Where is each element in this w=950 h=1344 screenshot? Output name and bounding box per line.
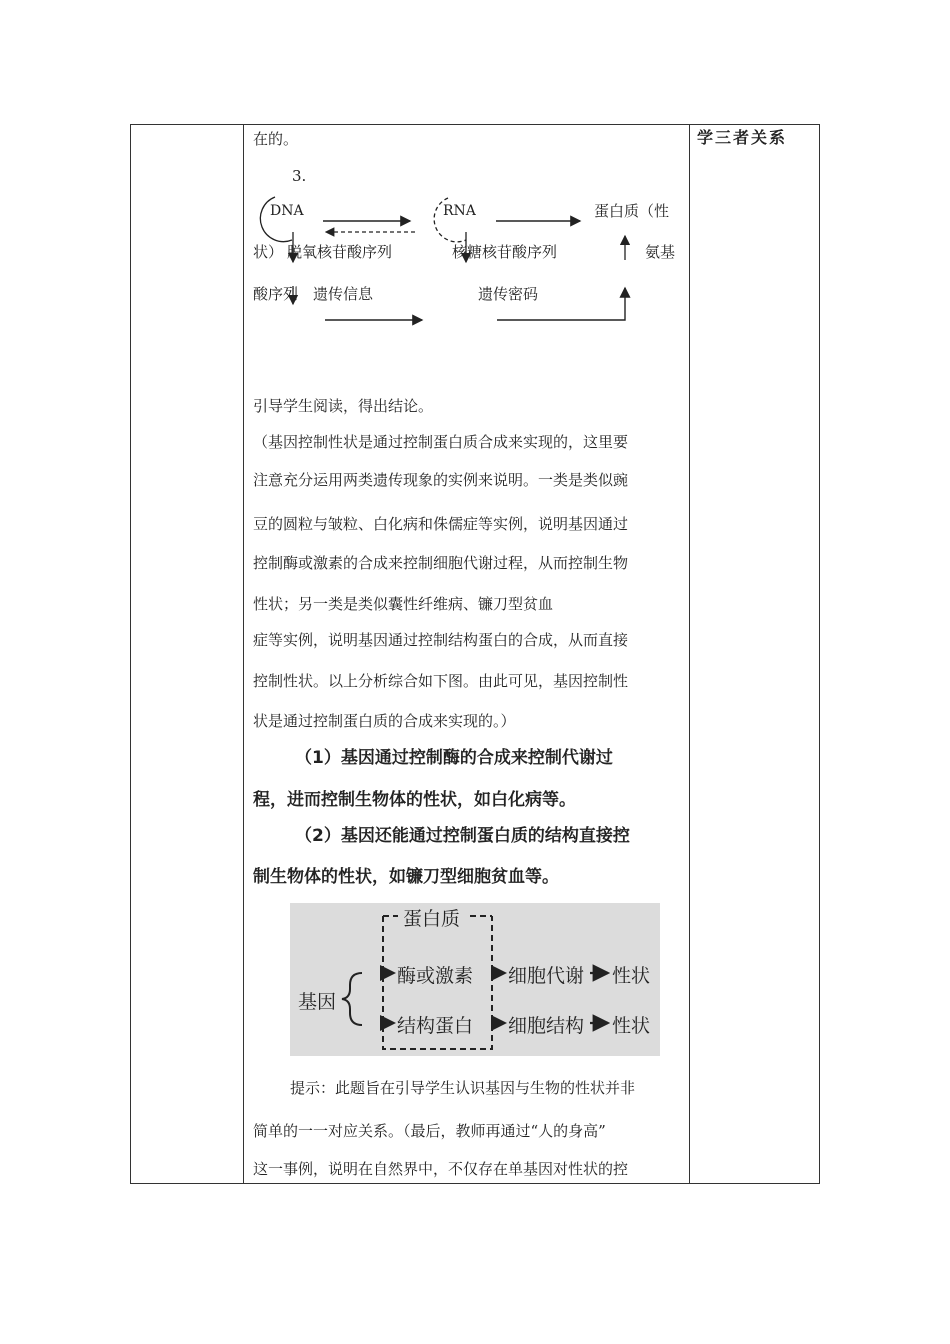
bold-point-2-cont: 制生物体的性状，如镰刀型细胞贫血等。 (253, 867, 559, 887)
genetic-code-label: 遗传密码 (478, 285, 539, 303)
ribo-seq-label: 核糖核苷酸序列 (452, 243, 558, 261)
text-line-zaide: 在的。 (253, 130, 299, 148)
gene-diagram-lines (290, 903, 660, 1056)
central-dogma-diagram (0, 0, 950, 400)
dna-label: DNA (270, 203, 304, 219)
para-line: 性状；另一类是类似囊性纤维病、镰刀型贫血 (253, 595, 554, 613)
diagram-structural-protein: 结构蛋白 (397, 1015, 474, 1037)
gene-control-diagram (290, 903, 660, 1056)
protein-label: 蛋白质（性 (594, 202, 670, 220)
para-line: 注意充分运用两类遗传现象的实例来说明。一类是类似豌 (253, 471, 629, 489)
brace (342, 973, 362, 1025)
hint-line: 简单的一一对应关系。（最后，教师再通过“人的身高” (253, 1122, 606, 1140)
para-line: 症等实例，说明基因通过控制结构蛋白的合成，从而直接 (253, 631, 629, 649)
deoxy-seq-label: 脱氧核苷酸序列 (287, 243, 393, 261)
bold-point-1: （1）基因通过控制酶的合成来控制代谢过 (295, 748, 613, 768)
rna-label: RNA (443, 203, 476, 219)
diagram-protein: 蛋白质 (403, 908, 461, 930)
diagram-trait-2: 性状 (612, 1015, 651, 1037)
hint-line: 这一事例，说明在自然界中，不仅存在单基因对性状的控 (253, 1160, 629, 1178)
diagram-cell-structure: 细胞结构 (508, 1015, 585, 1037)
diagram-trait-1: 性状 (612, 965, 651, 987)
para-line: 控制酶或激素的合成来控制细胞代谢过程，从而控制生物 (253, 554, 629, 572)
bold-point-1-cont: 程，进而控制生物体的性状，如白化病等。 (253, 790, 576, 810)
guide-text: 引导学生阅读，得出结论。 (253, 397, 434, 415)
acid-seq-label: 酸序列 (253, 285, 299, 303)
diagram-enzyme: 酶或激素 (397, 965, 474, 987)
zhuang-label: 状） (253, 243, 284, 261)
hint-line: 提示：此题旨在引导学生认识基因与生物的性状并非 (290, 1079, 636, 1097)
diagram-gene: 基因 (298, 991, 337, 1013)
diagram-metabolism: 细胞代谢 (508, 965, 585, 987)
para-line: 控制性状。以上分析综合如下图。由此可见，基因控制性 (253, 672, 629, 690)
amino-label: 氨基 (645, 243, 676, 261)
para-line: （基因控制性状是通过控制蛋白质合成来实现的，这里要 (253, 433, 629, 451)
genetic-info-label: 遗传信息 (313, 285, 374, 303)
para-line: 豆的圆粒与皱粒、白化病和侏儒症等实例，说明基因通过 (253, 515, 629, 533)
bold-point-2: （2）基因还能通过控制蛋白质的结构直接控 (295, 826, 630, 846)
para-line: 状是通过控制蛋白质的合成来实现的。） (253, 712, 516, 730)
right-column-heading: 学三者关系 (697, 128, 788, 147)
item-number: 3. (292, 167, 307, 185)
